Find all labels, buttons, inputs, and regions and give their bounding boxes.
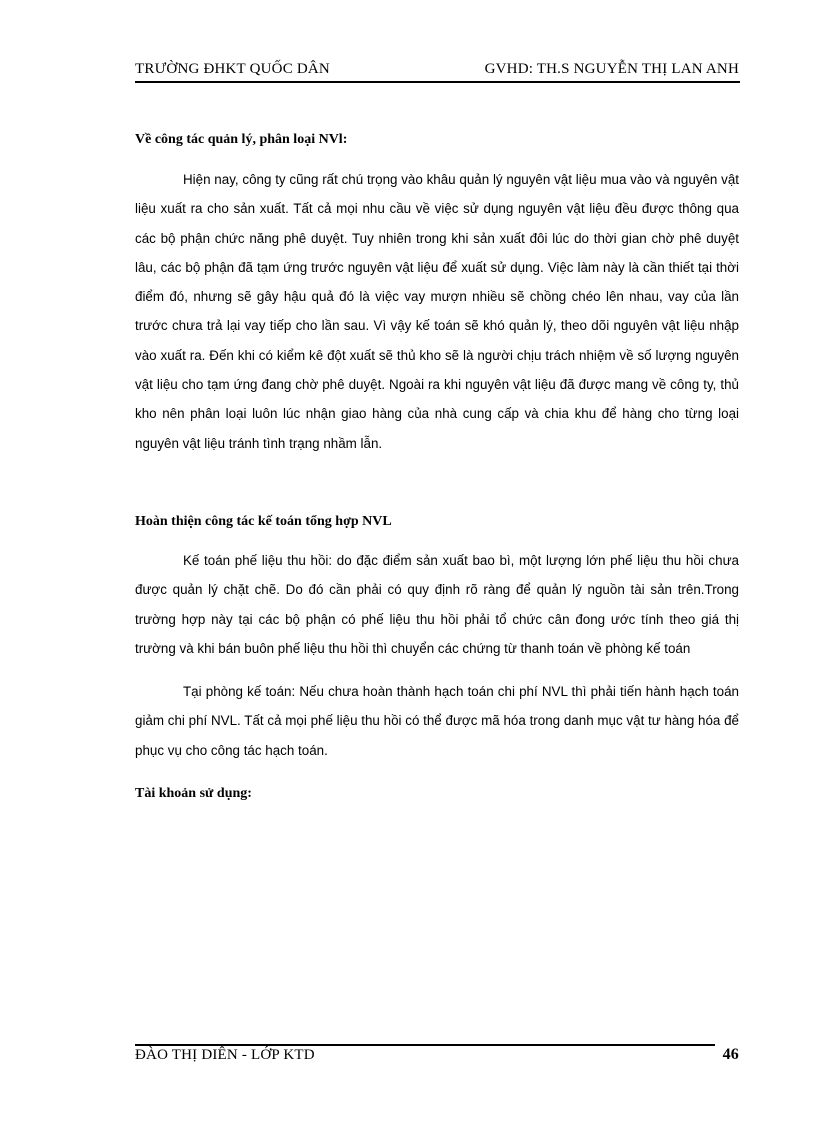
paragraph-management: Hiện nay, công ty cũng rất chú trọng vào khâu quản lý nguyên vật liệu mua vào và nguyên vật liệu xuất ra cho sản xuất. Tất cả mọi nhu cầu về việc sử dụng nguyên vật liệu đều được thông qua các bộ phận chức năng phê duyệt. Tuy nhiên trong khi sản xuất đôi lúc do thời gian chờ phê duyệt lâu, các bộ phận đã tạm ứng trước nguyên vật liệu để xuất sử dụng. Việc làm này là cần thiết tại thời điểm đó, nhưng sẽ gây hậu quả đó là việc vay mượn nhiều sẽ chồng chéo lên nhau, vay của lần trước chưa trả lại vay tiếp cho lần sau. Vì vậy kế toán sẽ khó quản lý, theo dõi nguyên vật liệu nhập vào xuất ra. Đến khi có kiểm kê đột xuất sẽ thủ kho sẽ là người chịu trách nhiệm về số lượng nguyên vật liệu cho tạm ứng đang chờ phê duyệt. Ngoài ra khi nguyên vật liệu đã được mang về công ty, thủ kho nên phân loại luôn lúc nhận giao hàng của nhà cung cấp và chia khu để hàng cho từng loại nguyên vật liệu tránh tình trạng nhầm lẫn. [135,172,739,451]
page-content [135,129,739,805]
header-supervisor: GVHD: TH.S NGUYỄN THỊ LAN ANH [484,61,739,77]
page-header [135,61,739,83]
section-heading-accounts-used: Tài khoản sử dụng: [135,786,252,802]
paragraph-accounting-office: Tại phòng kế toán: Nếu chưa hoàn thành hạch toán chi phí NVL thì phải tiến hành hạch toán giảm chi phí NVL. Tất cả mọi phế liệu thu hồi có thể được mã hóa trong danh mục vật tư hàng hóa để phục vụ cho công tác hạch toán. [135,684,739,758]
footer-author: ĐÀO THỊ DIÊN - LỚP KTD [135,1047,315,1063]
section-heading-accounting: Hoàn thiện công tác kế toán tổng hợp NVL [135,513,392,529]
header-divider [135,81,740,83]
footer-divider [135,1044,715,1046]
header-school-name: TRƯỜNG ĐHKT QUỐC DÂN [135,61,330,77]
section-heading-management: Về công tác quản lý, phân loại NVl: [135,132,348,147]
paragraph-scrap-accounting: Kế toán phế liệu thu hồi: do đặc điểm sản xuất bao bì, một lượng lớn phế liệu thu hồi chưa được quản lý chặt chẽ. Do đó cần phải có quy định rõ ràng để quản lý nguồn tài sản trên.Trong trường hợp này tại các bộ phận có phế liệu thu hồi phải tổ chức cân đong ước tính theo giá thị trường và khi bán buôn phế liệu thu hồi thì chuyển các chứng từ thanh toán về phòng kế toán [135,552,739,656]
page-number: 46 [722,1046,739,1063]
page-footer [135,1047,739,1069]
